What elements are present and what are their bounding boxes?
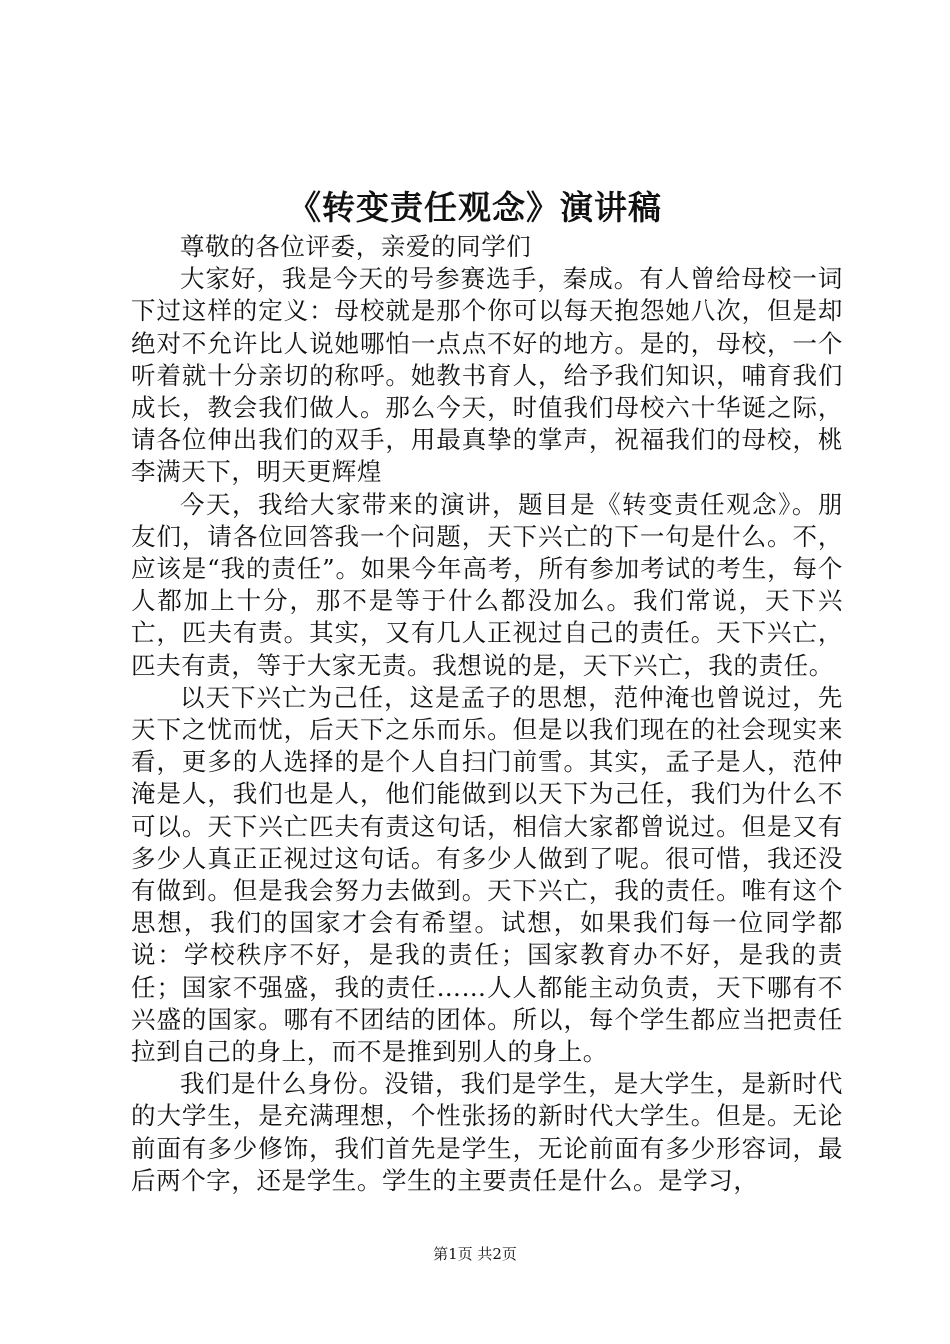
body-paragraph: 大家好，我是今天的号参赛选手，秦成。有人曾给母校一词下过这样的定义：母校就是那个你可以每天抱怨她八次，但是却绝对不允许比人说她哪怕一点点不好的地方。是的，母校，一个听着就十分亲切的称呼。她教书育人，给予我们知识，哺育我们成长，教会我们做人。那么今天，时值我们母校六十华诞之际，请各位伸出我们的双手，用最真挚的掌声，祝福我们的母校，桃李满天下，明天更辉煌 (131, 264, 843, 487)
salutation-paragraph: 尊敬的各位评委，亲爱的同学们 (180, 232, 532, 261)
body-paragraph: 我们是什么身份。没错，我们是学生，是大学生，是新时代的大学生，是充满理想，个性张扬的新时代大学生。但是。无论前面有多少修饰，我们首先是学生，无论前面有多少形容词，最后两个字，还是学生。学生的主要责任是什么。是学习， (131, 1069, 843, 1195)
document-title: 《转变责任观念》演讲稿 (288, 188, 662, 227)
page-number-footer: 第1页 共2页 (433, 1245, 517, 1263)
body-paragraph: 今天，我给大家带来的演讲，题目是《转变责任观念》。朋友们，请各位回答我一个问题，天下兴亡的下一句是什么。不，应该是“我的责任”。如果今年高考，所有参加考试的考生，每个人都加上十分，那不是等于什么都没加么。我们常说，天下兴亡，匹夫有责。其实，又有几人正视过自己的责任。天下兴亡，匹夫有责，等于大家无责。我想说的是，天下兴亡，我的责任。 (131, 489, 843, 680)
document-body (131, 231, 843, 1197)
body-paragraph: 以天下兴亡为己任，这是孟子的思想，范仲淹也曾说过，先天下之忧而忧，后天下之乐而乐。但是以我们现在的社会现实来看，更多的人选择的是个人自扫门前雪。其实，孟子是人，范仲淹是人，我们也是人，他们能做到以天下为己任，我们为什么不可以。天下兴亡匹夫有责这句话，相信大家都曾说过。但是又有多少人真正正视过这句话。有多少人做到了呢。很可惜，我还没有做到。但是我会努力去做到。天下兴亡，我的责任。唯有这个思想，我们的国家才会有希望。试想，如果我们每一位同学都说：学校秩序不好，是我的责任；国家教育办不好，是我的责任；国家不强盛，我的责任……人人都能主动负责，天下哪有不兴盛的国家。哪有不团结的团体。所以，每个学生都应当把责任拉到自己的身上，而不是推到别人的身上。 (131, 682, 843, 1067)
